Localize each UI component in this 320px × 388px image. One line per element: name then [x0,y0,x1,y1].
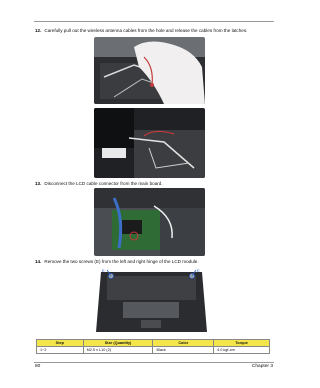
table-row [37,347,270,354]
column-header-size: Size (Quantity) [83,340,153,347]
step-14 [35,259,199,265]
callout-e-right: E [197,268,200,273]
footer-rule [34,362,274,363]
table-header-row [37,340,270,347]
screw-table [36,339,270,354]
chapter-label: Chapter 3 [251,364,273,369]
step-12 [35,28,247,34]
photo-hinge-screws [93,266,210,336]
photo-lcd-connector [94,188,205,256]
photo-antenna-release [94,108,205,178]
column-header-step: Step [37,340,84,347]
header-rule [34,21,274,22]
step-text: Disconnect the LCD cable connector from the main board. [44,181,163,186]
step-number: 13. [35,181,42,186]
column-header-torque: Torque [214,340,270,347]
cell-step: 1~2 [37,347,84,354]
photo-antenna-cables [94,37,205,104]
callout-e-left: E [102,268,105,273]
cell-size: M2.5 x L10 (2) [83,347,153,354]
cell-color: Black [153,347,214,354]
step-number: 14. [35,259,42,264]
cell-torque: 4.0 kgf-cm [214,347,270,354]
column-header-color: Color [153,340,214,347]
step-text: Remove the two screws (E) from the left and right hinge of the LCD module. [44,259,199,264]
page-number: 80 [35,364,41,369]
step-13 [35,181,163,187]
step-text: Carefully pull out the wireless antenna cables from the hole and release the cables from the latches. [44,28,248,33]
step-number: 12. [35,28,42,33]
